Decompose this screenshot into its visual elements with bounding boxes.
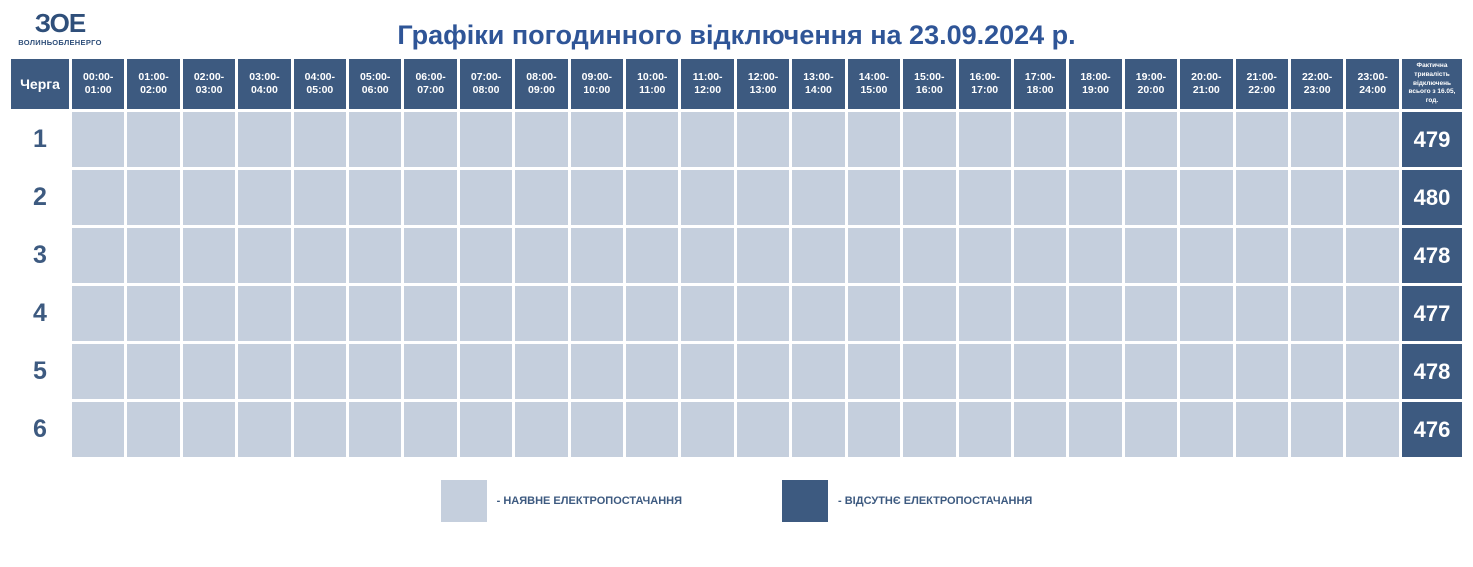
cell-power-on	[1346, 344, 1399, 399]
header-hour: 14:00- 15:00	[848, 59, 900, 109]
cell-power-on	[72, 228, 124, 283]
cell-power-on	[183, 344, 235, 399]
cell-power-on	[1291, 112, 1343, 167]
cell-power-on	[681, 228, 733, 283]
cell-power-on	[1291, 228, 1343, 283]
cell-power-on	[404, 402, 456, 457]
row-total: 479	[1402, 112, 1462, 167]
header-hour: 19:00- 20:00	[1125, 59, 1177, 109]
cell-power-on	[1180, 112, 1232, 167]
header-hour: 00:00- 01:00	[72, 59, 124, 109]
cell-power-on	[792, 344, 844, 399]
cell-power-on	[1291, 286, 1343, 341]
cell-power-on	[848, 286, 900, 341]
cell-power-on	[959, 286, 1011, 341]
cell-power-on	[903, 170, 955, 225]
cell-power-on	[681, 402, 733, 457]
cell-power-on	[1180, 344, 1232, 399]
cell-power-on	[681, 344, 733, 399]
cell-power-on	[737, 402, 789, 457]
cell-power-on	[238, 112, 290, 167]
cell-power-on	[626, 286, 678, 341]
table-row	[11, 286, 1462, 341]
schedule-table-wrap	[0, 56, 1473, 460]
cell-power-on	[1014, 228, 1066, 283]
legend-label: - ВІДСУТНЄ ЕЛЕКТРОПОСТАЧАННЯ	[838, 495, 1033, 507]
legend-swatch-power-off	[782, 480, 828, 522]
cell-power-on	[460, 228, 512, 283]
cell-power-on	[571, 170, 623, 225]
row-total: 478	[1402, 344, 1462, 399]
cell-power-on	[294, 344, 346, 399]
cell-power-on	[903, 286, 955, 341]
logo-subtitle: ВОЛИНЬОБЛЕНЕРГО	[18, 37, 102, 47]
cell-power-on	[571, 228, 623, 283]
cell-power-on	[294, 286, 346, 341]
header-hour: 07:00- 08:00	[460, 59, 512, 109]
queue-number: 6	[11, 402, 69, 457]
header-hour: 12:00- 13:00	[737, 59, 789, 109]
cell-power-on	[1236, 112, 1288, 167]
header-hour: 22:00- 23:00	[1291, 59, 1343, 109]
cell-power-on	[1291, 170, 1343, 225]
cell-power-on	[72, 402, 124, 457]
cell-power-on	[72, 286, 124, 341]
cell-power-on	[1291, 402, 1343, 457]
cell-power-on	[515, 344, 567, 399]
header-hour: 10:00- 11:00	[626, 59, 678, 109]
cell-power-on	[681, 112, 733, 167]
table-body	[11, 112, 1462, 457]
cell-power-on	[127, 402, 179, 457]
header-hour: 08:00- 09:00	[515, 59, 567, 109]
header-hour: 17:00- 18:00	[1014, 59, 1066, 109]
table-row	[11, 228, 1462, 283]
cell-power-on	[1236, 286, 1288, 341]
cell-power-on	[183, 228, 235, 283]
cell-power-on	[460, 344, 512, 399]
cell-power-on	[1014, 286, 1066, 341]
cell-power-on	[349, 402, 401, 457]
header-hour: 05:00- 06:00	[349, 59, 401, 109]
legend-item	[441, 480, 682, 522]
cell-power-on	[72, 344, 124, 399]
cell-power-on	[1236, 402, 1288, 457]
cell-power-on	[792, 402, 844, 457]
header-hour: 20:00- 21:00	[1180, 59, 1232, 109]
cell-power-on	[959, 344, 1011, 399]
cell-power-on	[1069, 170, 1121, 225]
table-row	[11, 402, 1462, 457]
header-hour: 01:00- 02:00	[127, 59, 179, 109]
cell-power-on	[127, 112, 179, 167]
cell-power-on	[460, 170, 512, 225]
cell-power-on	[1125, 402, 1177, 457]
cell-power-on	[792, 112, 844, 167]
cell-power-on	[626, 170, 678, 225]
cell-power-on	[571, 402, 623, 457]
cell-power-on	[1014, 170, 1066, 225]
page-title: Графіки погодинного відключення на 23.09.2024 р.	[397, 20, 1076, 50]
cell-power-on	[626, 112, 678, 167]
cell-power-on	[737, 170, 789, 225]
cell-power-on	[294, 112, 346, 167]
cell-power-on	[959, 170, 1011, 225]
cell-power-on	[294, 170, 346, 225]
cell-power-on	[1125, 228, 1177, 283]
cell-power-on	[681, 170, 733, 225]
header-queue: Черга	[11, 59, 69, 109]
cell-power-on	[737, 228, 789, 283]
cell-power-on	[515, 228, 567, 283]
cell-power-on	[737, 112, 789, 167]
cell-power-on	[1236, 170, 1288, 225]
cell-power-on	[349, 344, 401, 399]
cell-power-on	[571, 286, 623, 341]
cell-power-on	[1069, 286, 1121, 341]
cell-power-on	[1069, 402, 1121, 457]
cell-power-on	[183, 402, 235, 457]
cell-power-on	[515, 112, 567, 167]
cell-power-on	[903, 112, 955, 167]
header-hour: 18:00- 19:00	[1069, 59, 1121, 109]
cell-power-on	[404, 112, 456, 167]
cell-power-on	[349, 112, 401, 167]
cell-power-on	[1069, 228, 1121, 283]
header-total: Фактична тривалість відключень всього з 16.05, год.	[1402, 59, 1462, 109]
cell-power-on	[848, 112, 900, 167]
cell-power-on	[1346, 228, 1399, 283]
logo-mark-text: ЗОЕ	[34, 7, 86, 38]
cell-power-on	[515, 286, 567, 341]
row-total: 476	[1402, 402, 1462, 457]
cell-power-on	[1125, 286, 1177, 341]
cell-power-on	[1346, 112, 1399, 167]
cell-power-on	[1069, 112, 1121, 167]
cell-power-on	[1014, 402, 1066, 457]
schedule-table	[8, 56, 1465, 460]
cell-power-on	[903, 344, 955, 399]
cell-power-on	[1236, 228, 1288, 283]
cell-power-on	[626, 228, 678, 283]
cell-power-on	[1180, 170, 1232, 225]
cell-power-on	[404, 170, 456, 225]
cell-power-on	[1125, 112, 1177, 167]
cell-power-on	[294, 228, 346, 283]
cell-power-on	[127, 286, 179, 341]
cell-power-on	[1346, 402, 1399, 457]
cell-power-on	[792, 228, 844, 283]
header-hour: 13:00- 14:00	[792, 59, 844, 109]
queue-number: 1	[11, 112, 69, 167]
header-hour: 06:00- 07:00	[404, 59, 456, 109]
cell-power-on	[238, 344, 290, 399]
row-total: 480	[1402, 170, 1462, 225]
cell-power-on	[183, 170, 235, 225]
cell-power-on	[294, 402, 346, 457]
header-hour: 02:00- 03:00	[183, 59, 235, 109]
cell-power-on	[959, 228, 1011, 283]
cell-power-on	[72, 112, 124, 167]
cell-power-on	[404, 228, 456, 283]
cell-power-on	[626, 402, 678, 457]
cell-power-on	[404, 344, 456, 399]
cell-power-on	[1180, 228, 1232, 283]
cell-power-on	[349, 170, 401, 225]
header-hour: 16:00- 17:00	[959, 59, 1011, 109]
cell-power-on	[792, 170, 844, 225]
cell-power-on	[127, 170, 179, 225]
cell-power-on	[1125, 170, 1177, 225]
cell-power-on	[72, 170, 124, 225]
cell-power-on	[460, 112, 512, 167]
cell-power-on	[404, 286, 456, 341]
header-hour: 15:00- 16:00	[903, 59, 955, 109]
table-row	[11, 344, 1462, 399]
queue-number: 4	[11, 286, 69, 341]
cell-power-on	[1069, 344, 1121, 399]
cell-power-on	[1291, 344, 1343, 399]
cell-power-on	[1236, 344, 1288, 399]
cell-power-on	[571, 344, 623, 399]
queue-number: 5	[11, 344, 69, 399]
cell-power-on	[127, 228, 179, 283]
cell-power-on	[1180, 286, 1232, 341]
legend-label: - НАЯВНЕ ЕЛЕКТРОПОСТАЧАННЯ	[496, 495, 683, 507]
cell-power-on	[183, 286, 235, 341]
cell-power-on	[959, 402, 1011, 457]
cell-power-on	[183, 112, 235, 167]
queue-number: 3	[11, 228, 69, 283]
cell-power-on	[238, 170, 290, 225]
header-hour: 23:00- 24:00	[1346, 59, 1399, 109]
cell-power-on	[515, 170, 567, 225]
row-total: 477	[1402, 286, 1462, 341]
cell-power-on	[737, 286, 789, 341]
cell-power-on	[238, 286, 290, 341]
cell-power-on	[1125, 344, 1177, 399]
cell-power-on	[848, 344, 900, 399]
cell-power-on	[848, 228, 900, 283]
cell-power-on	[349, 286, 401, 341]
cell-power-on	[903, 402, 955, 457]
table-row	[11, 112, 1462, 167]
cell-power-on	[460, 402, 512, 457]
header-hour: 09:00- 10:00	[571, 59, 623, 109]
cell-power-on	[238, 402, 290, 457]
cell-power-on	[681, 286, 733, 341]
cell-power-on	[515, 402, 567, 457]
cell-power-on	[848, 402, 900, 457]
header-hour: 21:00- 22:00	[1236, 59, 1288, 109]
cell-power-on	[792, 286, 844, 341]
cell-power-on	[1346, 286, 1399, 341]
queue-number: 2	[11, 170, 69, 225]
legend-swatch-power-on	[441, 480, 487, 522]
cell-power-on	[737, 344, 789, 399]
page-header	[0, 0, 1473, 56]
legend-item	[782, 480, 1032, 522]
cell-power-on	[460, 286, 512, 341]
header-hour: 03:00- 04:00	[238, 59, 290, 109]
cell-power-on	[238, 228, 290, 283]
row-total: 478	[1402, 228, 1462, 283]
cell-power-on	[1346, 170, 1399, 225]
header-hour: 04:00- 05:00	[294, 59, 346, 109]
cell-power-on	[571, 112, 623, 167]
table-header	[11, 59, 1462, 109]
cell-power-on	[903, 228, 955, 283]
cell-power-on	[127, 344, 179, 399]
cell-power-on	[1014, 112, 1066, 167]
header-hour: 11:00- 12:00	[681, 59, 733, 109]
header-row	[11, 59, 1462, 109]
cell-power-on	[1014, 344, 1066, 399]
table-row	[11, 170, 1462, 225]
cell-power-on	[349, 228, 401, 283]
cell-power-on	[848, 170, 900, 225]
legend	[0, 480, 1473, 522]
cell-power-on	[1180, 402, 1232, 457]
cell-power-on	[626, 344, 678, 399]
cell-power-on	[959, 112, 1011, 167]
